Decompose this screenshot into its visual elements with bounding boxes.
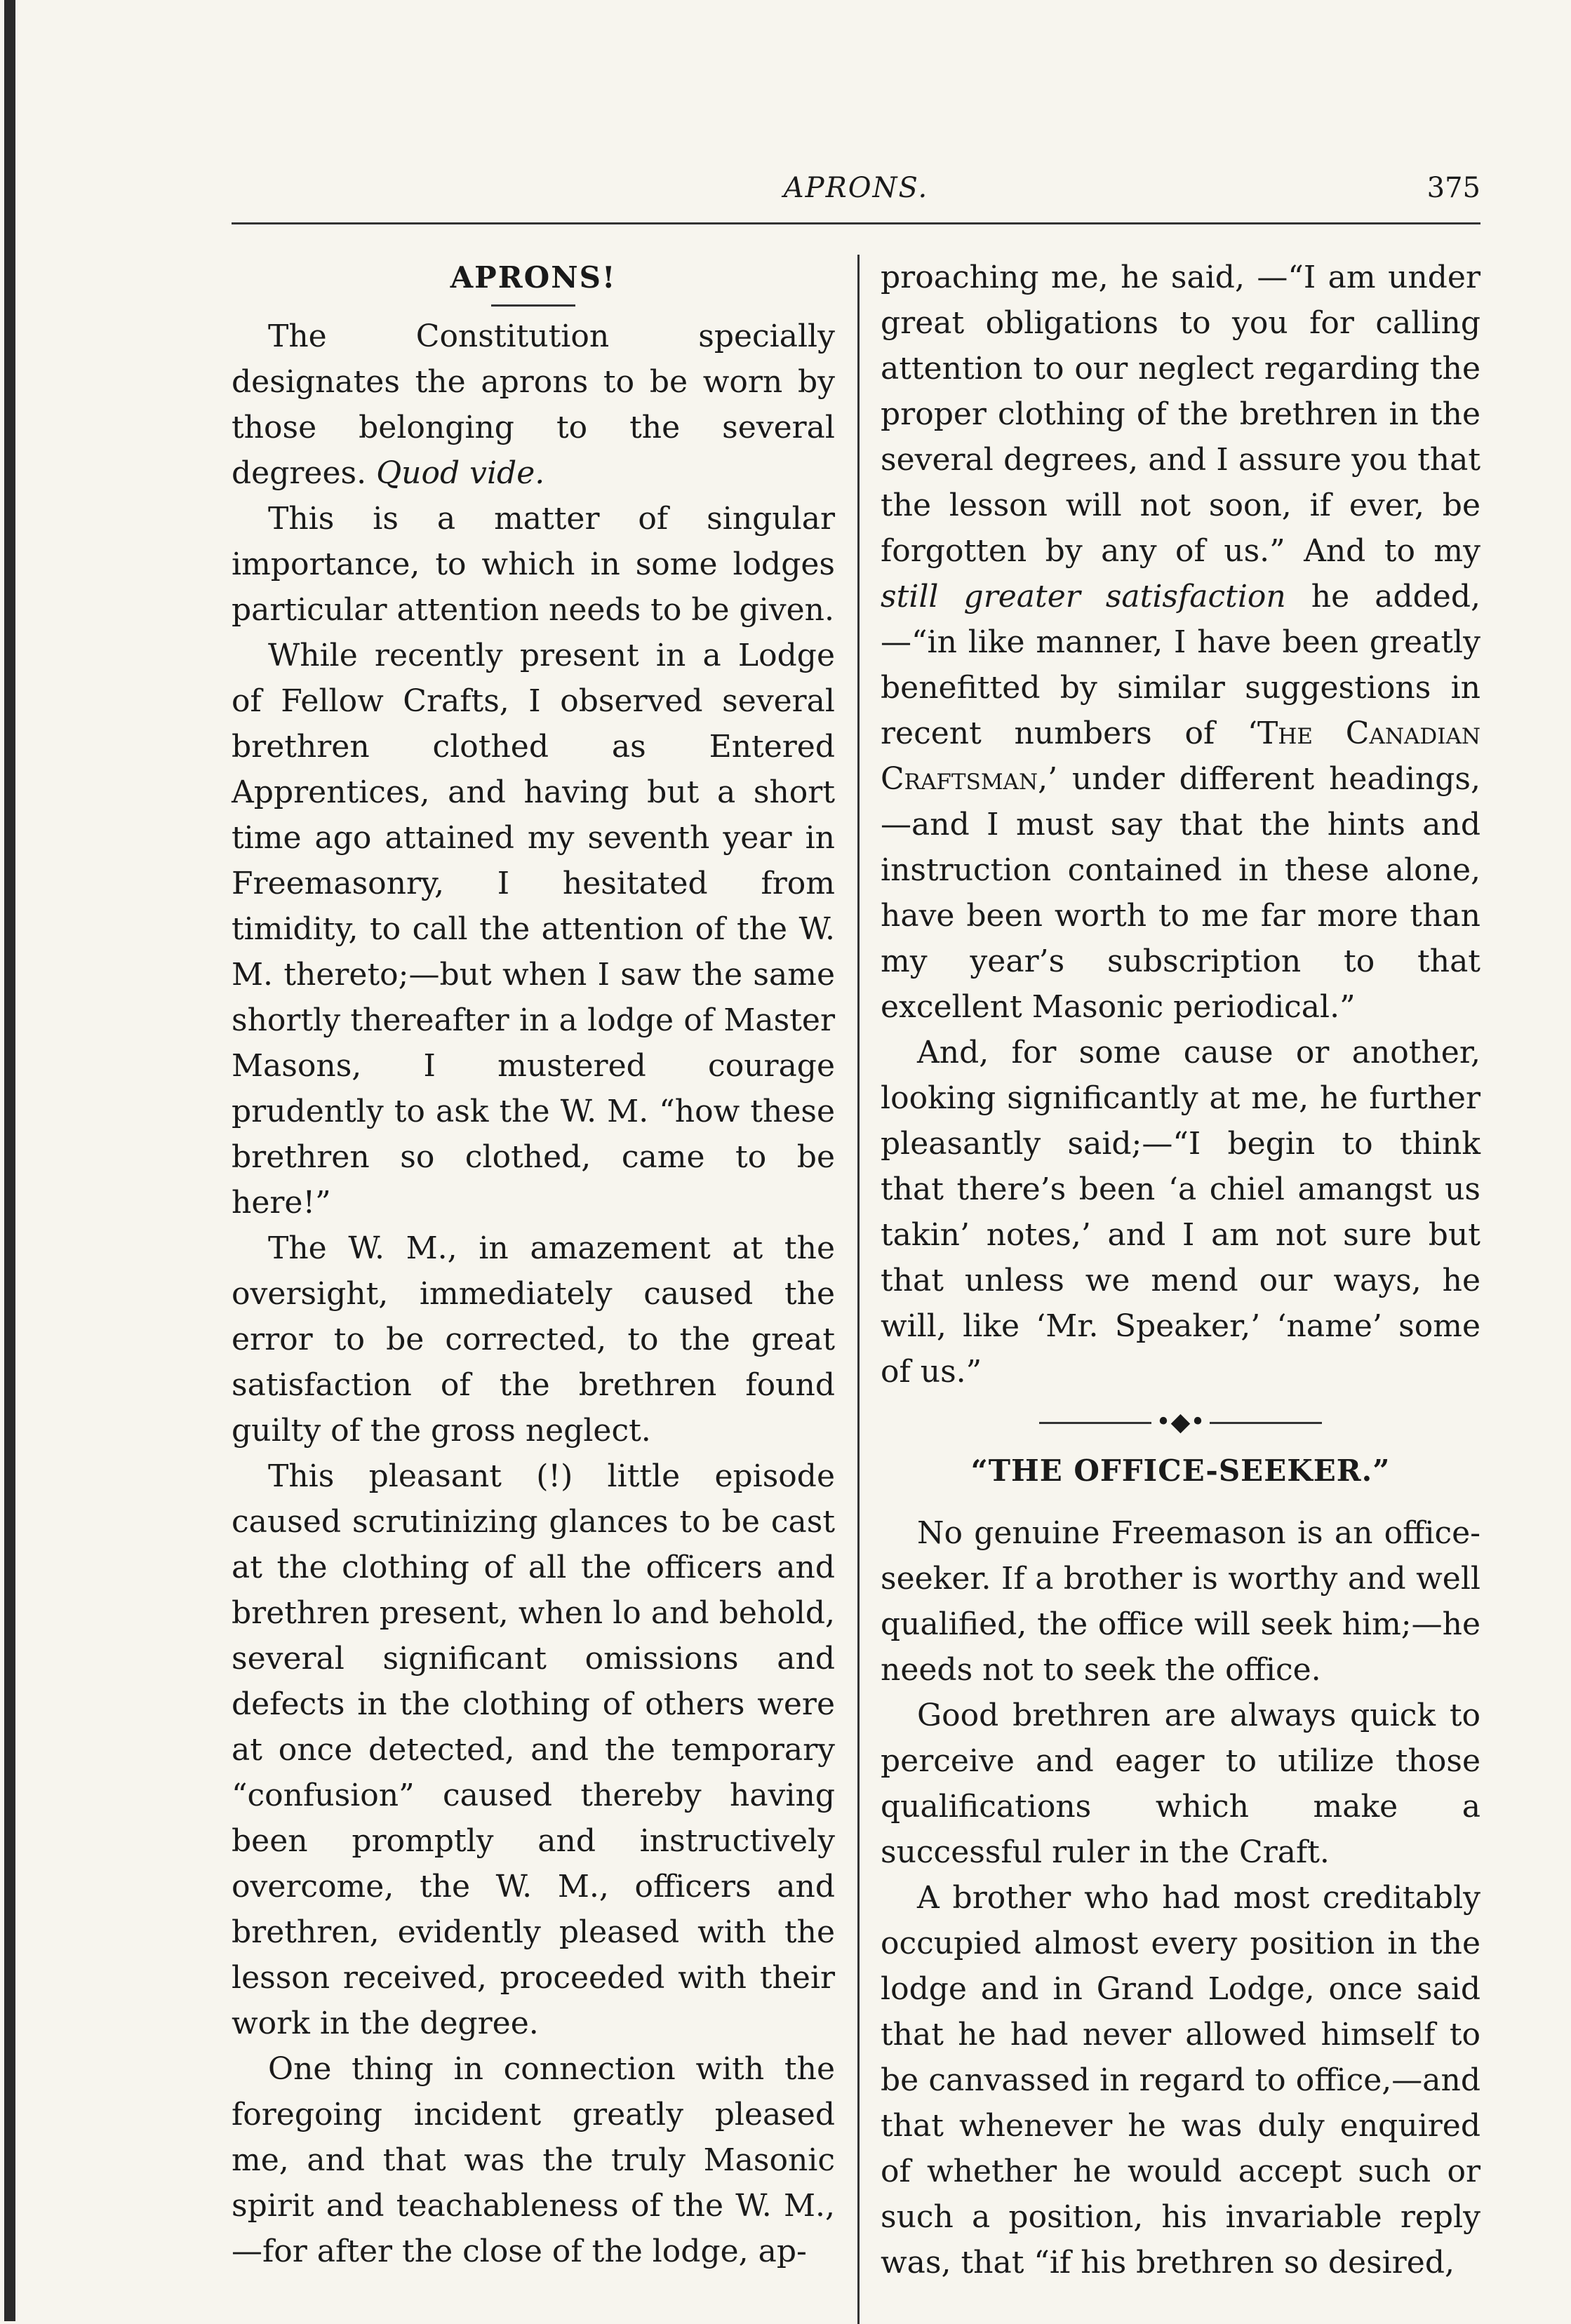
paragraph: The W. M., in amazement at the oversight, immediately caused the error to be corrected, to the great satisfaction of the brethren found guilty of the gross neglect. — [232, 1230, 835, 1449]
section-ornament — [881, 1407, 1480, 1437]
paragraph: One thing in connection with the foregoing incident greatly pleased me, and that was the truly Masonic spirit and teachableness of the W. M.,—for after the close of the lodge, ap- — [232, 2051, 835, 2269]
emphasis: still greater satisfaction — [881, 579, 1286, 614]
right-column — [881, 255, 1480, 2285]
paragraph: And, for some cause or another, looking significantly at me, he further pleasantly said;—“I begin to think that there’s been ‘a chiel amangst us takin’ notes,’ and I am not sure but that unless we mend our ways, he will, like ‘Mr. Speaker,’ ‘name’ some of us.” — [881, 1035, 1480, 1390]
running-head — [232, 172, 1480, 224]
journal-name: The Canadian Craftsman — [881, 716, 1480, 797]
paragraph: While recently present in a Lodge of Fellow Crafts, I observed several brethren clothed as Entered Apprentices, and having but a short time ago attained my seventh year in Freemasonry, I hesitated from timidity, to call the attention of the W. M. thereto;—but when I saw the same shortly thereafter in a lodge of Master Masons, I mustered courage prudently to ask the W. M. “how these brethren so clothed, came to be here!” — [232, 638, 835, 1221]
column-divider — [857, 255, 860, 2324]
heading-rule — [491, 304, 575, 307]
page-edge-shadow — [4, 0, 15, 2321]
paragraph: A brother who had most creditably occupied almost every position in the lodge and in Grand Lodge, once said that he had never allowed himself to be canvassed in regard to office,—and that whenever he was duly enquired of whether he would accept such or such a position, his invariable reply was, that “if his brethren so desired, — [881, 1880, 1480, 2281]
running-title: APRONS. — [783, 172, 929, 204]
paragraph: The Constitution specially designates the aprons to be worn by those belonging to the several degrees. Quod vide. — [232, 318, 835, 491]
paragraph: This pleasant (!) little episode caused scrutinizing glances to be cast at the clothing of all the officers and brethren present, when lo and behold, several significant omissions and defects in the clothing of others were at once detected, and the temporary “confusion” caused thereby having been promptly and instructively overcome, the W. M., officers and brethren, evidently pleased with the lesson received, proceeded with their work in the degree. — [232, 1458, 835, 2041]
two-column-body — [232, 255, 1480, 2324]
paragraph: Good brethren are always quick to perceive and eager to utilize those qualifications which make a successful ruler in the Craft. — [881, 1698, 1480, 1870]
quod-vide: Quod vide. — [376, 455, 545, 491]
paragraph: This is a matter of singular importance, to which in some lodges particular attention needs to be given. — [232, 501, 835, 628]
paragraph-continued: proaching me, he said, —“I am under great obligations to you for calling attention to our neglect regarding the proper clothing of the brethren in the several degrees, and I assure you that the lesson will not soon, if ever, be forgotten by any of us.” And to my still greater satisfaction he added,—“in like manner, I have been greatly benefitted by similar suggestions in recent numbers of ‘The Canadian Craftsman,’ under different headings,—and I must say that the hints and instruction contained in these alone, have been worth to me far more than my year’s subscription to that excellent Masonic periodical.” — [881, 260, 1480, 1025]
page-number: 375 — [1426, 172, 1480, 204]
book-page — [232, 172, 1480, 2281]
left-column — [232, 255, 835, 2274]
ornament-glyph: •◆• — [1156, 1408, 1205, 1437]
article-heading-aprons: APRONS! — [450, 260, 617, 295]
paragraph: No genuine Freemason is an office-seeker. If a brother is worthy and well qualified, the office will seek him;—he needs not to seek the office. — [881, 1515, 1480, 1688]
article-heading-office-seeker: “THE OFFICE-SEEKER.” — [970, 1453, 1391, 1488]
